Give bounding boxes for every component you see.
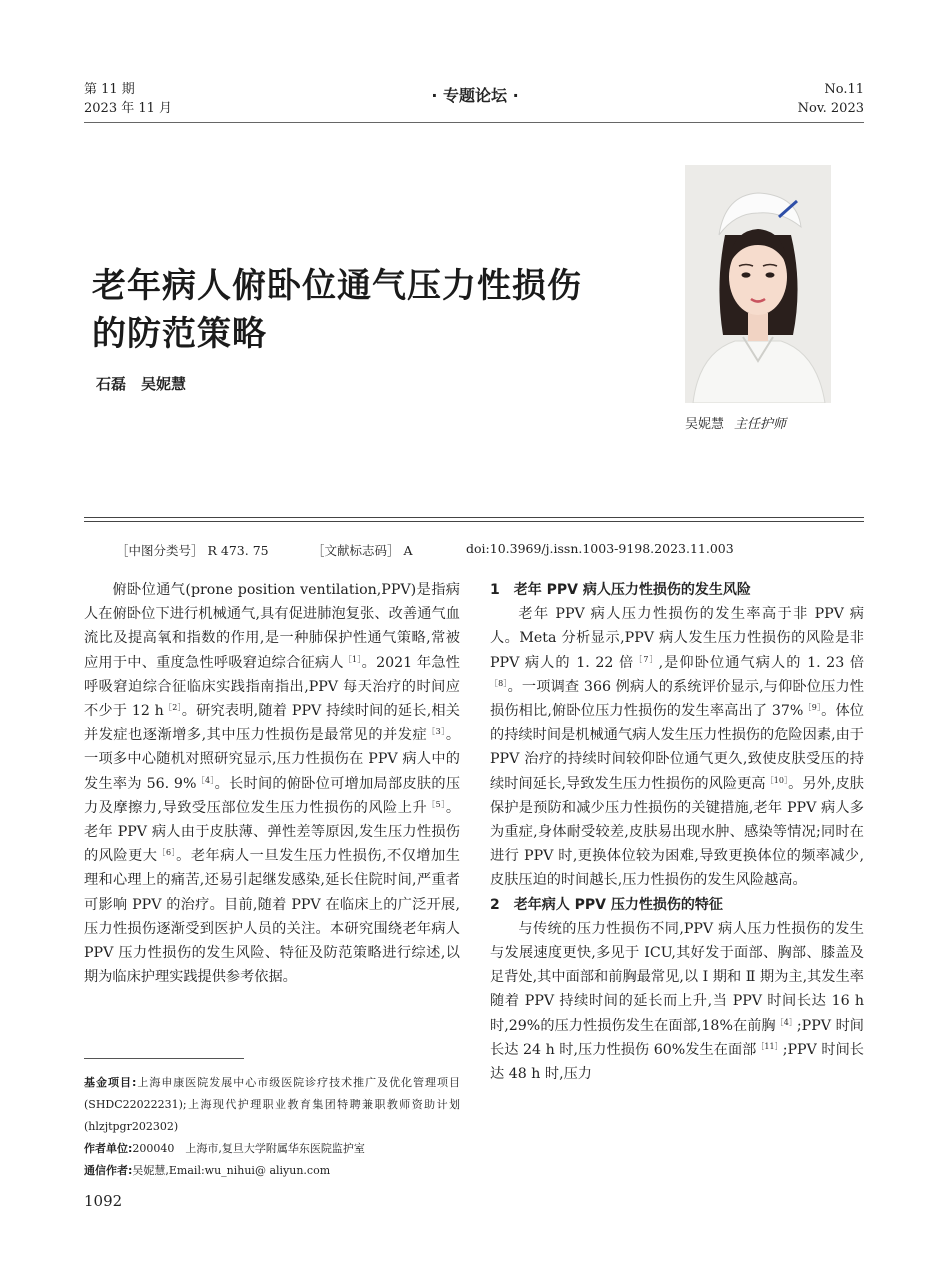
document-code <box>312 541 413 559</box>
citation-ref: ［8］ <box>490 678 508 688</box>
unit-label: 作者单位: <box>84 1142 133 1155</box>
header-rule <box>84 122 864 123</box>
section-2-heading: 2 老年病人 PPV 压力性损伤的特征 <box>490 896 723 913</box>
unit-text: 200040 上海市,复旦大学附属华东医院监护室 <box>132 1142 365 1155</box>
author-portrait <box>685 165 831 403</box>
footnotes <box>84 1072 460 1182</box>
doi: doi:10.3969/j.issn.1003-9198.2023.11.003 <box>466 541 734 556</box>
corresponding-author-note <box>84 1160 460 1182</box>
issue-date-en: Nov. 2023 <box>797 101 864 116</box>
portrait-illustration <box>685 165 831 403</box>
doc-value: A <box>403 543 413 558</box>
right-column <box>490 578 864 1086</box>
fund-text: 上海申康医院发展中心市级医院诊疗技术推广及优化管理项目(SHDC22022231);上海现代护理职业教育集团特聘兼职教师资助计划(hlzjtpgr202302) <box>84 1076 461 1133</box>
title-line-1: 老年病人俯卧位通气压力性损伤 <box>92 266 582 306</box>
article-title <box>92 262 672 358</box>
citation-ref: ［2］ <box>163 703 182 713</box>
portrait-caption <box>685 413 845 432</box>
funding-note <box>84 1072 460 1138</box>
issue-date: 2023 年 11 月 <box>84 101 173 116</box>
author-unit-note <box>84 1138 460 1160</box>
left-column <box>84 578 460 989</box>
citation-ref: ［9］ <box>803 703 822 713</box>
citation-ref: ［6］ <box>157 848 177 858</box>
citation-ref: ［5］ <box>427 799 446 809</box>
section-column-title: · 专题论坛 · <box>431 86 519 105</box>
citation-ref: ［4］ <box>196 775 215 785</box>
citation-ref: ［11］ <box>756 1041 783 1051</box>
issue-number-en: No.11 <box>824 82 864 97</box>
article-authors: 石磊 吴妮慧 <box>96 375 187 393</box>
doc-label: ［文献标志码］ <box>312 543 400 558</box>
section-rule-upper <box>84 517 864 518</box>
citation-ref: ［7］ <box>634 654 659 664</box>
citation-ref: ［4］ <box>775 1017 797 1027</box>
issue-number: 第 11 期 <box>84 82 135 97</box>
citation-ref: ［3］ <box>427 727 446 737</box>
intro-paragraph: 俯卧位通气(prone position ventilation,PPV)是指病人在俯卧位下进行机械通气,具有促进肺泡复张、改善通气血流比及提高氧和指数的作用,是一种肺保护性通气策略,常被应用于中、重度急性呼吸窘迫综合征病人$^{[1]}$。2021 年急性呼吸窘迫综合征临床实践指南指出,PPV 每天治疗的时间应不少于 12 $h^{[2]}$。研究表明,随着 PPV 持续时间的延长,相关并发症也逐渐增多,其中压力性损伤是最常见的并发症$^{[3]}$。一项多中心随机对照研究显示,压力性损伤在 PPV 病人中的发生率为 56. 9%$^{[4]}$。长时间的俯卧位可增加局部皮肤的压力及摩擦力,导致受压部位发生压力性损伤的风险上升$^{[5]}$。老年 PPV 病人由于皮肤薄、弹性差等原因,发生压力性损伤的风险更大$^{[6]}$。老年病人一旦发生压力性损伤,不仅增加生理和心理上的痛苦,还易引起继发感染,延长住院时间,严重者可影响 PPV 的治疗。目前,随着 PPV 在临床上的广泛开展,压力性损伤逐渐受到医护人员的关注。本研究围绕老年病人 PPV 压力性损伤的发生风险、特征及防范策略进行综述,以期为临床护理实践提供参考依据。 <box>84 582 461 986</box>
corr-label: 通信作者: <box>84 1164 133 1177</box>
title-line-2: 的防范策略 <box>92 314 267 354</box>
section-1-heading: 1 老年 PPV 病人压力性损伤的发生风险 <box>490 582 751 598</box>
section-1-paragraph: 老年 PPV 病人压力性损伤的发生率高于非 PPV 病人。Meta 分析显示,PPV 病人发生压力性损伤的风险是非 PPV 病人的 1. 22 倍$^{[7]}$,是仰卧位通气病人的 1. 23 倍$^{[8]}$。一项调查 366 例病人的系统评价显示,与仰卧位压力性损伤相比,俯卧位压力性损伤的发生率高出了 37%$^{[9]}$。体位的持续时间是机械通气病人发生压力性损伤的危险因素,由于 PPV 治疗的持续时间较仰卧位通气更久,致使皮肤受压的持续时间延长,导致发生压力性损伤的风险更高$^{[10]}$。另外,皮肤保护是预防和减少压力性损伤的关键措施,老年 PPV 病人多为重症,身体耐受较差,皮肤易出现水肿、感染等情况;同时在进行 PPV 时,更换体位较为困难,导致更换体位的频率减少,皮肤压迫的时间越长,压力性损伤的发生风险越高。 <box>490 606 865 889</box>
fund-label: 基金项目: <box>84 1076 137 1089</box>
clc-value: R 473. 75 <box>207 543 269 558</box>
page-number: 1092 <box>84 1192 123 1210</box>
section-2-paragraph: 与传统的压力性损伤不同,PPV 病人压力性损伤的发生与发展速度更快,多见于 ICU,其好发于面部、胸部、膝盖及足背处,其中面部和前胸最常见,以 Ⅰ 期和 Ⅱ 期为主,其发生率随着 PPV 持续时间的延长而上升,当 PPV 时间长达 16 h 时,29%的压力性损伤发生在面部,18%在前胸$^{[4]}$;PPV 时间长达 24 h 时,压力性损伤 60%发生在面部$^{[11]}$;PPV 时间长达 48 h 时,压力 <box>490 920 864 1083</box>
portrait-name: 吴妮慧 <box>685 417 725 432</box>
journal-issue-right <box>798 80 864 118</box>
clc-number <box>116 541 269 559</box>
citation-ref: ［10］ <box>765 775 789 785</box>
clc-label: ［中图分类号］ <box>116 543 204 558</box>
footnote-rule <box>84 1058 244 1059</box>
citation-ref: ［1］ <box>343 654 362 664</box>
corr-text: 吴妮慧,Email:wu_nihui@ aliyun.com <box>132 1164 331 1177</box>
section-rule-lower <box>84 521 864 522</box>
portrait-role: 主任护师 <box>734 417 787 432</box>
